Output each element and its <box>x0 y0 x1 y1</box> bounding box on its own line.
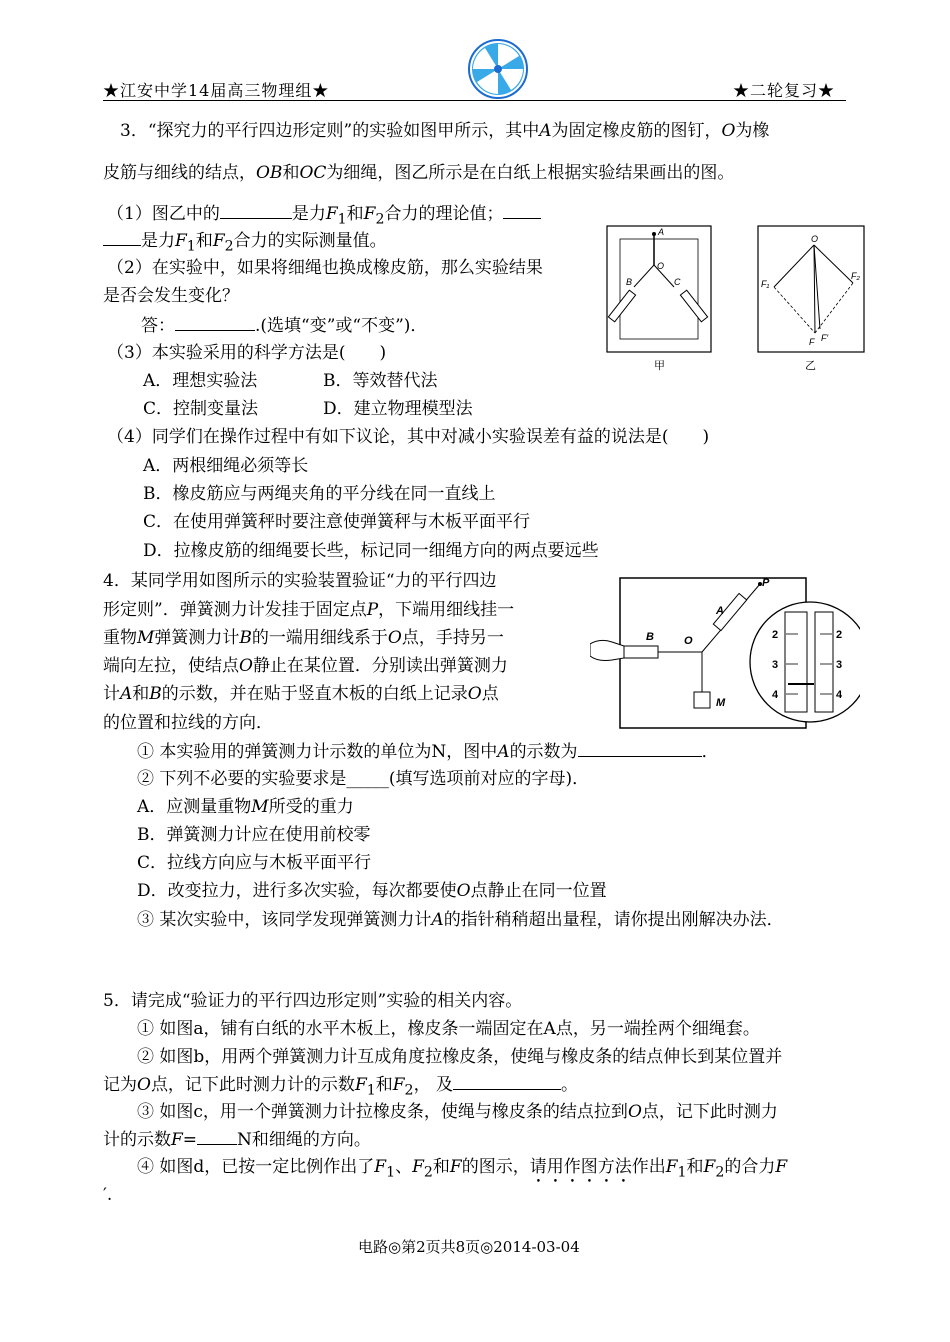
q4-option-D[interactable]: D．改变拉力，进行多次实验，每次都要使O点静止在同一位置 <box>137 881 607 901</box>
q5-line-8: ′. <box>103 1185 113 1205</box>
q4-line-5: 计A和B的示数，并在贴于竖直木板的白纸上记录O点 <box>103 684 499 704</box>
q4-sub-1: ① 本实验用的弹簧测力计示数的单位为N，图中A的示数为 ． <box>137 742 719 762</box>
q3-line-2: 皮筋与细线的结点，OB和OC为细绳，图乙所示是在白纸上根据实验结果画出的图。 <box>103 163 735 183</box>
fig-label-A: A <box>658 227 665 237</box>
scale-3-left: 3 <box>772 659 779 671</box>
q4-option-B[interactable]: B．弹簧测力计应在使用前校零 <box>137 825 371 845</box>
q3-part4-C[interactable]: C．在使用弹簧秤时要注意使弹簧秤与木板平面平行 <box>143 512 531 532</box>
q3-part4-A[interactable]: A．两根细绳必须等长 <box>143 456 309 476</box>
fig-label-O2: O <box>811 234 819 244</box>
q3-part4-D[interactable]: D．拉橡皮筋的细绳要长些，标记同一细绳方向的两点要远些 <box>143 541 599 561</box>
q5-line-3: ② 如图b，用两个弹簧测力计互成角度拉橡皮条，使绳与橡皮条的结点伸长到某位置并 <box>137 1047 783 1067</box>
answer-blank-2a[interactable] <box>503 202 541 219</box>
fig-caption-yi: 乙 <box>805 360 816 372</box>
header-rule <box>103 100 846 101</box>
figure-jia <box>606 225 712 375</box>
q4-line-4: 端向左拉，使结点O静止在某位置．分别读出弹簧测力 <box>103 656 508 676</box>
scale-4-right: 4 <box>836 689 843 701</box>
q4-line-6: 的位置和拉线的方向． <box>103 713 273 733</box>
q5-line-2: ① 如图a，铺有白纸的水平木板上，橡皮条一端固定在A点，另一端拴两个细绳套。 <box>137 1019 760 1039</box>
q3-part2-answer: 答： .(选填“变”或“不变”)． <box>141 316 428 336</box>
header-right: ★二轮复习★ <box>733 81 836 100</box>
q3-part4-B[interactable]: B．橡皮筋应与两绳夹角的平分线在同一直线上 <box>143 484 496 504</box>
q3-option-C[interactable]: C．控制变量法 <box>143 399 259 419</box>
fig-label-F2: F₂ <box>851 271 860 281</box>
fig-caption-jia: 甲 <box>654 360 665 372</box>
fig-label-B: B <box>626 277 633 287</box>
fig-label-F: F <box>809 337 815 347</box>
q3-part1-cont: 是力$F_1$和$F_2$合力的实际测量值。 <box>103 229 387 257</box>
fig-label-Fprime: F′ <box>821 333 829 343</box>
fig-label-F1: F₁ <box>761 279 770 289</box>
q4-line-2: 形定则”．弹簧测力计发挂于固定点P，下端用细线挂一 <box>103 600 515 620</box>
q5-line-7: ④ 如图d，已按一定比例作出了$F_1$、$F_2$和F的图示，请用作图方法作出$F_1$和$F_2$的合力F <box>137 1157 788 1181</box>
q4-line-3: 重物M弹簧测力计B的一端用细线系于O点，手持另一 <box>103 628 504 648</box>
fig-label-B4: B <box>646 631 654 643</box>
figure-q4-apparatus <box>590 572 860 732</box>
q5-line-1: 5．请完成“验证力的平行四边形定则”实验的相关内容。 <box>103 991 523 1011</box>
fig-label-O4: O <box>684 635 693 647</box>
q3-part1: （1）图乙中的 是力$F_1$和$F_2$合力的理论值； <box>107 202 541 230</box>
fig-label-C: C <box>674 277 681 287</box>
q3-part2-a: （2）在实验中，如果将细绳也换成橡皮筋，那么实验结果 <box>107 258 543 278</box>
answer-blank-4[interactable] <box>578 740 702 757</box>
q5-line-6: 计的示数F= N和细绳的方向。 <box>103 1130 371 1150</box>
figure-yi <box>757 225 867 375</box>
q3-part3: （3）本实验采用的科学方法是( ) <box>107 343 387 363</box>
q3-option-A[interactable]: A．理想实验法 <box>143 371 258 391</box>
scale-4-left: 4 <box>772 689 779 701</box>
answer-blank-6[interactable] <box>197 1128 237 1145</box>
q4-option-C[interactable]: C．拉线方向应与木板平面平行 <box>137 853 372 873</box>
q5-line-4: 记为O点，记下此时测力计的示数$F_1$和$F_2$， 及 。 <box>103 1075 578 1099</box>
q4-sub-3: ③ 某次实验中，该同学发现弹簧测力计A的指针稍稍超出量程，请你提出刚解决办法． <box>137 910 784 930</box>
q5-line-5: ③ 如图c，用一个弹簧测力计拉橡皮条，使绳与橡皮条的结点拉到O点，记下此时测力 <box>137 1102 778 1122</box>
answer-blank-3[interactable] <box>175 314 255 331</box>
fig-label-A4: A <box>716 605 724 617</box>
q4-line-1: 4．某同学用如图所示的实验装置验证“力的平行四边 <box>103 571 497 591</box>
scale-2-right: 2 <box>836 629 843 641</box>
answer-blank-1[interactable] <box>220 202 292 219</box>
q4-option-A[interactable]: A．应测量重物M所受的重力 <box>137 797 354 817</box>
school-logo-icon <box>467 38 529 100</box>
q4-sub-2: ② 下列不必要的实验要求是_____(填写选项前对应的字母)． <box>137 769 590 789</box>
scale-2-left: 2 <box>772 629 779 641</box>
scale-3-right: 3 <box>836 659 843 671</box>
page-footer: 电路◎第2页共8页◎2014-03-04 <box>358 1238 580 1256</box>
q3-part4: （4）同学们在操作过程中有如下议论，其中对减小实验误差有益的说法是( ) <box>107 427 710 447</box>
fig-label-O: O <box>657 261 665 271</box>
answer-blank-2b[interactable] <box>103 229 141 246</box>
fig-label-M4: M <box>716 697 726 709</box>
q3-part2-b: 是否会发生变化？ <box>103 286 239 306</box>
answer-blank-5[interactable] <box>453 1073 561 1090</box>
q3-line-1: 3．“探究力的平行四边形定则”的实验如图甲所示，其中A为固定橡皮筋的图钉，O为橡 <box>120 121 770 141</box>
q3-option-B[interactable]: B．等效替代法 <box>323 371 438 391</box>
q3-option-D[interactable]: D．建立物理模型法 <box>323 399 473 419</box>
fig-label-P: P <box>762 577 770 589</box>
header-left: ★江安中学14届高三物理组★ <box>103 81 330 100</box>
